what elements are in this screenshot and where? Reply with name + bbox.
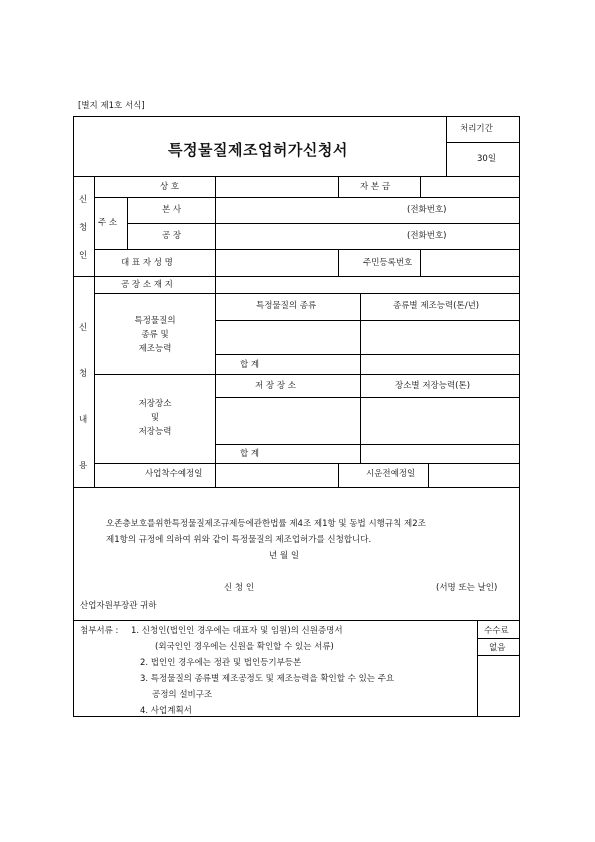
attachments-label: 첨부서류 : bbox=[80, 626, 119, 636]
capital-label: 자 본 금 bbox=[360, 182, 391, 192]
head-office-phone-note: (전화번호) bbox=[407, 205, 447, 215]
factory-location-label: 공 장 소 재 지 bbox=[121, 280, 173, 290]
application-section-label: 신 청 내 용 bbox=[79, 323, 88, 471]
attachment-item-3-cont: 공정의 설비구조 bbox=[152, 690, 213, 700]
attachment-item-1: 1. 신청인(법인인 경우에는 대표자 및 임원)의 신원증명서 bbox=[131, 626, 343, 636]
substance-type-header: 특정물질의 종류 bbox=[256, 301, 317, 311]
processing-period-value: 30일 bbox=[477, 154, 497, 164]
attachment-item-3: 3. 특정물질의 종류별 제조공정도 및 제조능력을 확인할 수 있는 주요 bbox=[140, 674, 395, 684]
storage-capacity-label: 저장장소 및 저장능력 bbox=[138, 399, 172, 437]
factory-label: 공 장 bbox=[162, 231, 182, 241]
applicant-section-label: 신 청 인 bbox=[79, 195, 88, 261]
form-title: 특정물질제조업허가신청서 bbox=[168, 141, 348, 159]
attachment-item-2: 2. 법인인 경우에는 정관 및 법인등기부등본 bbox=[140, 658, 302, 668]
resident-number-label: 주민등록번호 bbox=[363, 258, 413, 268]
fee-value: 없음 bbox=[489, 643, 506, 653]
factory-phone-note: (전화번호) bbox=[407, 231, 447, 241]
storage-place-header: 저 장 장 소 bbox=[255, 381, 296, 391]
fee-label: 수수료 bbox=[484, 626, 509, 636]
manufacturing-capacity-label: 특정물질의 종류 및 제조능력 bbox=[134, 316, 176, 354]
applicant-signature-label: 신 청 인 bbox=[224, 583, 255, 593]
business-start-date-label: 사업착수예정일 bbox=[145, 469, 203, 479]
form-reference: [별지 제1호 서식] bbox=[78, 101, 145, 111]
head-office-label: 본 사 bbox=[162, 205, 182, 215]
signature-note: (서명 또는 날인) bbox=[436, 583, 498, 593]
trial-run-date-label: 시운전예정일 bbox=[366, 469, 416, 479]
application-date: 년 월 일 bbox=[269, 551, 300, 561]
capacity-by-type-header: 종류별 제조능력(톤/년) bbox=[393, 301, 480, 311]
address-label: 주 소 bbox=[98, 218, 118, 228]
trade-name-label: 상 호 bbox=[160, 182, 180, 192]
attachment-item-4: 4. 사업계획서 bbox=[140, 706, 192, 716]
processing-period-label: 처리기간 bbox=[460, 124, 493, 134]
statement-line-2: 제1항의 규정에 의하여 위와 같이 특정물질의 제조업허가를 신청합니다. bbox=[106, 535, 372, 545]
statement-line-1: 오존층보호를위한특정물질제조규제등에관한법률 제4조 제1항 및 동법 시행규칙 제2조 bbox=[106, 519, 426, 529]
capacity-by-place-header: 장소별 저장능력(톤) bbox=[395, 381, 471, 391]
representative-name-label: 대 표 자 성 명 bbox=[121, 258, 173, 268]
manufacturing-total-label: 합 계 bbox=[240, 360, 260, 370]
attachment-item-1-note: (외국인인 경우에는 신원을 확인할 수 있는 서류) bbox=[155, 642, 334, 652]
addressee: 산업자원부장관 귀하 bbox=[80, 601, 157, 611]
storage-total-label: 합 계 bbox=[240, 449, 260, 459]
